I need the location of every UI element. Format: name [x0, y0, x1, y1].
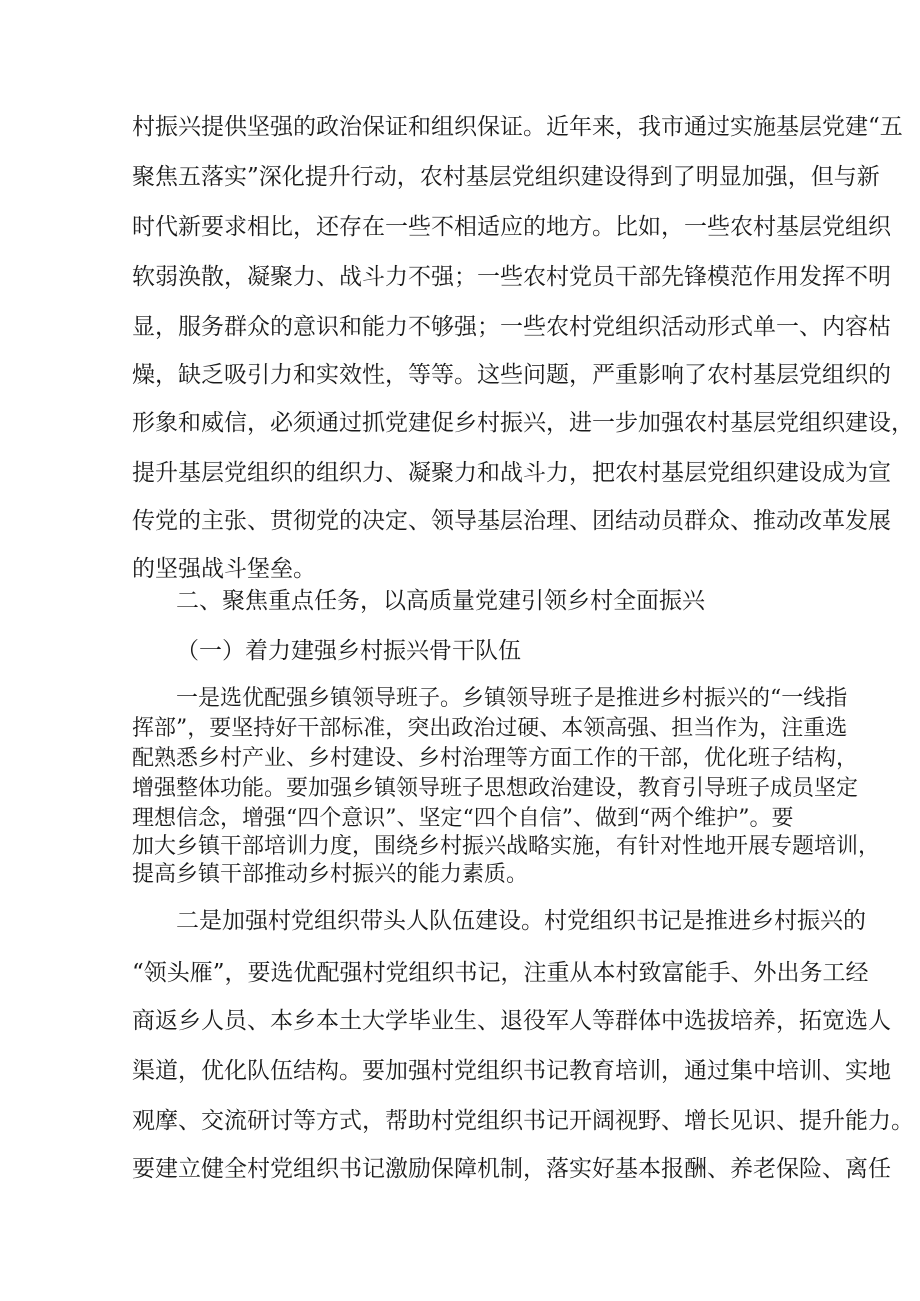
subsection-heading: （一）着力建强乡村振兴骨干队伍: [176, 638, 521, 664]
text-line: 商返乡人员、本乡本土大学毕业生、退役军人等群体中选拔培养，拓宽选人: [132, 1008, 891, 1034]
text-line: 一是选优配强乡镇领导班子。乡镇领导班子是推进乡村振兴的“一线指: [176, 686, 848, 711]
text-line: 村振兴提供坚强的政治保证和组织保证。近年来，我市通过实施基层党建“五: [132, 114, 903, 140]
text-line: 形象和威信，必须通过抓党建促乡村振兴，进一步加强农村基层党组织建设，: [132, 410, 914, 436]
text-line: 提升基层党组织的组织力、凝聚力和战斗力，把农村基层党组织建设成为宣: [132, 460, 891, 486]
text-line: 燥，缺乏吸引力和实效性，等等。这些问题，严重影响了农村基层党组织的: [132, 362, 891, 388]
text-line: 增强整体功能。要加强乡镇领导班子思想政治建设，教育引导班子成员坚定: [132, 776, 859, 801]
text-line: 挥部”，要坚持好干部标准，突出政治过硬、本领高强、担当作为，注重选: [132, 716, 848, 741]
text-line: 观摩、交流研讨等方式，帮助村党组织书记开阔视野、增长见识、提升能力。: [132, 1108, 914, 1134]
text-line: 要建立健全村党组织书记激励保障机制，落实好基本报酬、养老保险、离任: [132, 1156, 891, 1182]
text-line: 提高乡镇干部推动乡村振兴的能力素质。: [132, 862, 529, 887]
text-line: 理想信念，增强“四个意识”、坚定“四个自信”、做到“两个维护”。要: [132, 806, 794, 831]
section-heading: 二、聚焦重点任务，以高质量党建引领乡村全面振兴: [176, 588, 705, 614]
text-line: 聚焦五落实”深化提升行动，农村基层党组织建设得到了明显加强，但与新: [132, 164, 880, 190]
text-line: 的坚强战斗堡垒。: [132, 556, 316, 582]
text-line: 显，服务群众的意识和能力不够强；一些农村党组织活动形式单一、内容枯: [132, 314, 891, 340]
text-line: 传党的主张、贯彻党的决定、领导基层治理、团结动员群众、推动改革发展: [132, 508, 891, 534]
text-line: 软弱涣散，凝聚力、战斗力不强；一些农村党员干部先锋模范作用发挥不明: [132, 264, 891, 290]
text-line: 时代新要求相比，还存在一些不相适应的地方。比如，一些农村基层党组织: [132, 214, 891, 240]
text-line: 配熟悉乡村产业、乡村建设、乡村治理等方面工作的干部，优化班子结构，: [132, 746, 859, 771]
text-line: 加大乡镇干部培训力度，围绕乡村振兴战略实施，有针对性地开展专题培训，: [132, 834, 881, 859]
text-line: 渠道，优化队伍结构。要加强村党组织书记教育培训，通过集中培训、实地: [132, 1058, 891, 1084]
text-line: 二是加强村党组织带头人队伍建设。村党组织书记是推进乡村振兴的: [176, 908, 866, 934]
text-line: “领头雁”，要选优配强村党组织书记，注重从本村致富能手、外出务工经: [132, 960, 869, 986]
